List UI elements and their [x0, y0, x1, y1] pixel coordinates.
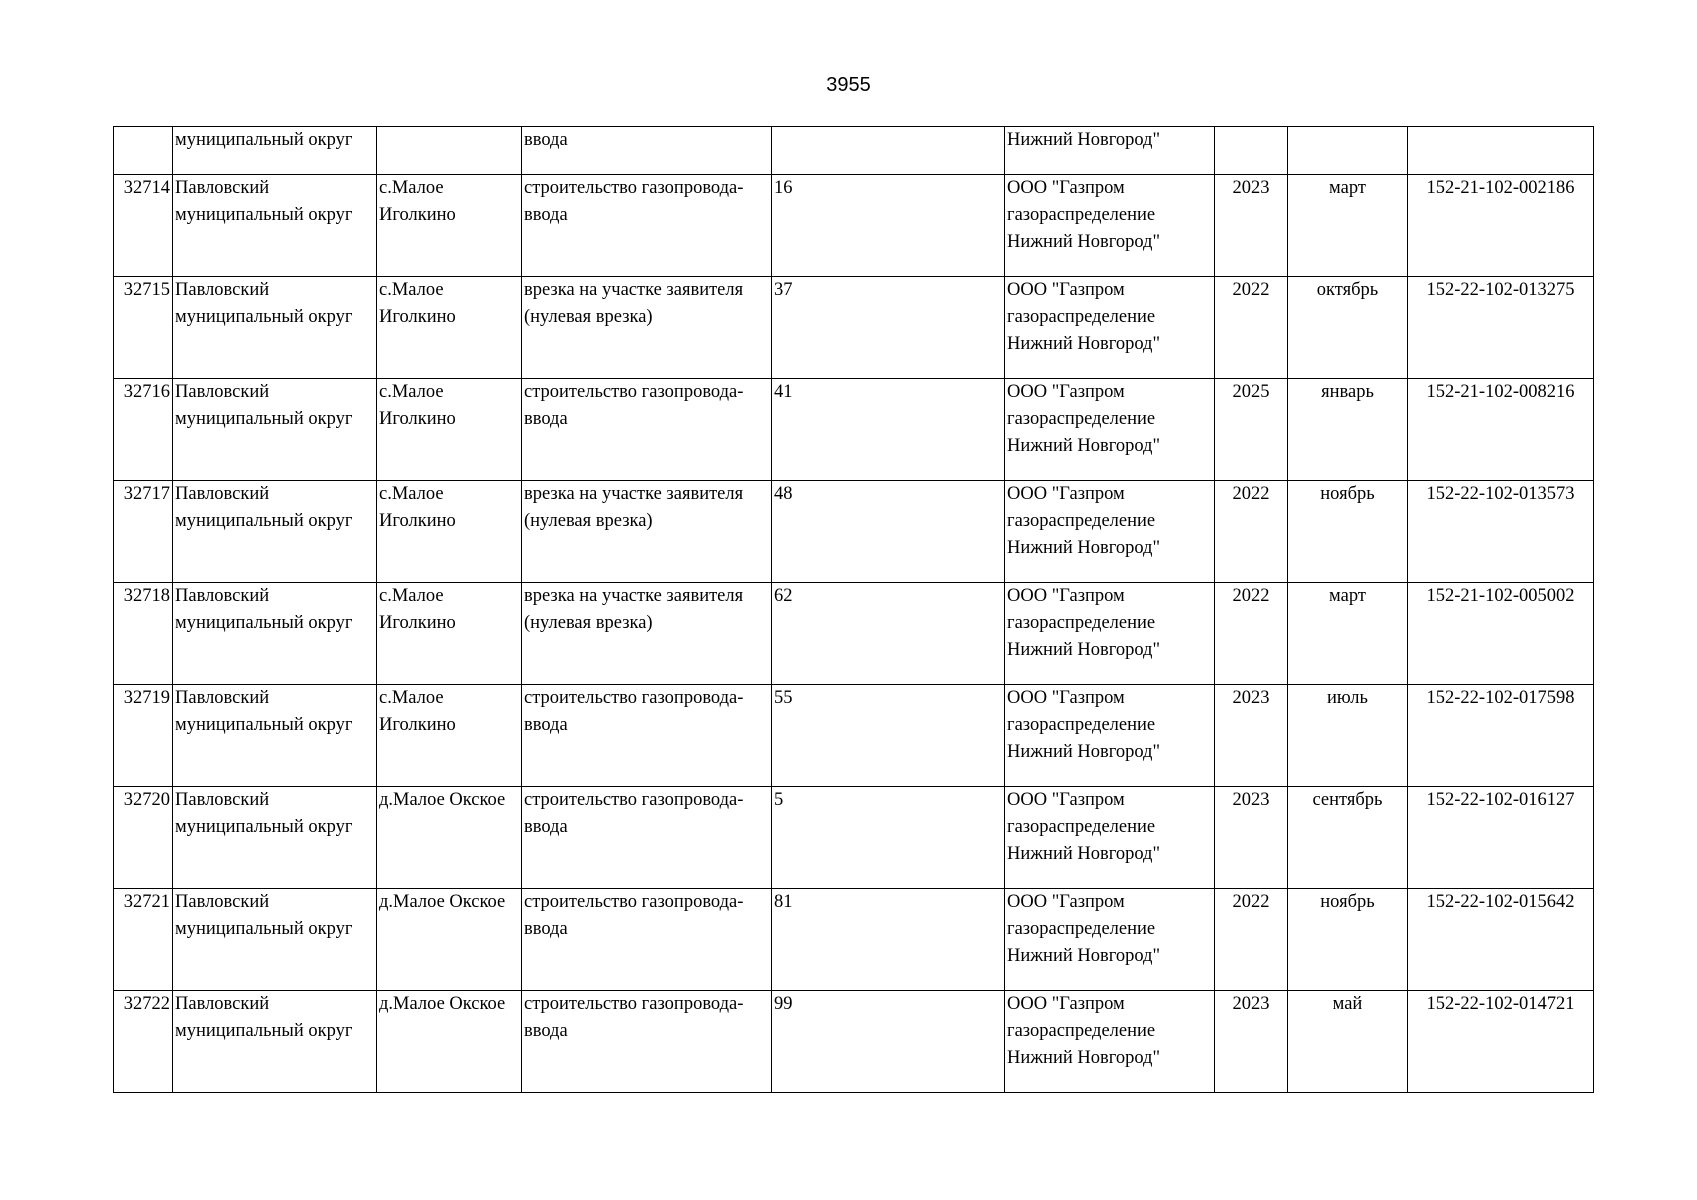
cell-num: 32718: [114, 583, 173, 685]
cell-code: 152-22-102-013275: [1408, 277, 1594, 379]
cell-num: 32717: [114, 481, 173, 583]
cell-code: 152-22-102-017598: [1408, 685, 1594, 787]
cell-district: Павловский муниципальный округ: [173, 685, 377, 787]
cell-work: строительство газопровода-ввода: [522, 889, 772, 991]
cell-district: Павловский муниципальный округ: [173, 379, 377, 481]
cell-value: 41: [772, 379, 1005, 481]
cell-month: [1288, 127, 1408, 175]
table-row: [114, 277, 1594, 379]
cell-code: 152-21-102-002186: [1408, 175, 1594, 277]
cell-work: врезка на участке заявителя (нулевая врезка): [522, 583, 772, 685]
cell-num: 32721: [114, 889, 173, 991]
cell-work: строительство газопровода-ввода: [522, 787, 772, 889]
cell-month: июль: [1288, 685, 1408, 787]
cell-place: с.Малое Иголкино: [377, 379, 522, 481]
cell-value: 55: [772, 685, 1005, 787]
cell-place: д.Малое Окское: [377, 991, 522, 1093]
cell-num: 32716: [114, 379, 173, 481]
table-row: [114, 481, 1594, 583]
cell-value: 48: [772, 481, 1005, 583]
cell-month: март: [1288, 583, 1408, 685]
cell-year: 2022: [1215, 583, 1288, 685]
cell-code: 152-22-102-016127: [1408, 787, 1594, 889]
cell-place: с.Малое Иголкино: [377, 175, 522, 277]
page-number: 3955: [826, 74, 871, 96]
cell-value: 99: [772, 991, 1005, 1093]
cell-org: ООО "Газпром газораспределение Нижний Новгород": [1005, 889, 1215, 991]
cell-org: ООО "Газпром газораспределение Нижний Новгород": [1005, 481, 1215, 583]
cell-district: Павловский муниципальный округ: [173, 991, 377, 1093]
cell-place: с.Малое Иголкино: [377, 583, 522, 685]
cell-work: врезка на участке заявителя (нулевая врезка): [522, 277, 772, 379]
cell-code: 152-22-102-015642: [1408, 889, 1594, 991]
cell-value: 5: [772, 787, 1005, 889]
cell-value: 62: [772, 583, 1005, 685]
cell-org: ООО "Газпром газораспределение Нижний Новгород": [1005, 991, 1215, 1093]
cell-place: д.Малое Окское: [377, 787, 522, 889]
cell-place: с.Малое Иголкино: [377, 481, 522, 583]
cell-year: 2022: [1215, 277, 1288, 379]
cell-month: ноябрь: [1288, 889, 1408, 991]
cell-value: 37: [772, 277, 1005, 379]
cell-year: 2023: [1215, 991, 1288, 1093]
cell-place: [377, 127, 522, 175]
cell-code: 152-22-102-013573: [1408, 481, 1594, 583]
cell-num: 32722: [114, 991, 173, 1093]
table-row: [114, 991, 1594, 1093]
cell-org: Нижний Новгород": [1005, 127, 1215, 175]
table-row: [114, 127, 1594, 175]
data-table: [113, 126, 1594, 1093]
cell-year: 2023: [1215, 787, 1288, 889]
cell-org: ООО "Газпром газораспределение Нижний Новгород": [1005, 277, 1215, 379]
cell-year: 2025: [1215, 379, 1288, 481]
table-row: [114, 685, 1594, 787]
cell-code: 152-21-102-005002: [1408, 583, 1594, 685]
cell-org: ООО "Газпром газораспределение Нижний Новгород": [1005, 685, 1215, 787]
table-row: [114, 787, 1594, 889]
cell-year: 2023: [1215, 685, 1288, 787]
cell-month: сентябрь: [1288, 787, 1408, 889]
cell-place: с.Малое Иголкино: [377, 685, 522, 787]
cell-code: [1408, 127, 1594, 175]
cell-work: строительство газопровода-ввода: [522, 685, 772, 787]
cell-work: строительство газопровода-ввода: [522, 379, 772, 481]
cell-district: Павловский муниципальный округ: [173, 481, 377, 583]
cell-code: 152-22-102-014721: [1408, 991, 1594, 1093]
cell-num: 32714: [114, 175, 173, 277]
cell-month: октябрь: [1288, 277, 1408, 379]
cell-district: Павловский муниципальный округ: [173, 277, 377, 379]
cell-org: ООО "Газпром газораспределение Нижний Новгород": [1005, 175, 1215, 277]
table-row: [114, 175, 1594, 277]
cell-code: 152-21-102-008216: [1408, 379, 1594, 481]
cell-month: январь: [1288, 379, 1408, 481]
cell-place: д.Малое Окское: [377, 889, 522, 991]
cell-num: 32715: [114, 277, 173, 379]
cell-value: 16: [772, 175, 1005, 277]
cell-district: Павловский муниципальный округ: [173, 175, 377, 277]
cell-org: ООО "Газпром газораспределение Нижний Новгород": [1005, 583, 1215, 685]
cell-year: 2022: [1215, 889, 1288, 991]
cell-month: ноябрь: [1288, 481, 1408, 583]
table-row: [114, 379, 1594, 481]
cell-district: Павловский муниципальный округ: [173, 889, 377, 991]
cell-year: 2023: [1215, 175, 1288, 277]
cell-value: [772, 127, 1005, 175]
cell-district: Павловский муниципальный округ: [173, 583, 377, 685]
table-row: [114, 889, 1594, 991]
cell-num: 32720: [114, 787, 173, 889]
cell-num: [114, 127, 173, 175]
cell-work: врезка на участке заявителя (нулевая врезка): [522, 481, 772, 583]
cell-work: строительство газопровода-ввода: [522, 991, 772, 1093]
cell-org: ООО "Газпром газораспределение Нижний Новгород": [1005, 787, 1215, 889]
cell-year: 2022: [1215, 481, 1288, 583]
cell-num: 32719: [114, 685, 173, 787]
cell-value: 81: [772, 889, 1005, 991]
cell-work: ввода: [522, 127, 772, 175]
cell-year: [1215, 127, 1288, 175]
cell-work: строительство газопровода-ввода: [522, 175, 772, 277]
cell-month: май: [1288, 991, 1408, 1093]
cell-org: ООО "Газпром газораспределение Нижний Новгород": [1005, 379, 1215, 481]
cell-month: март: [1288, 175, 1408, 277]
cell-place: с.Малое Иголкино: [377, 277, 522, 379]
cell-district: муниципальный округ: [173, 127, 377, 175]
cell-district: Павловский муниципальный округ: [173, 787, 377, 889]
table-row: [114, 583, 1594, 685]
